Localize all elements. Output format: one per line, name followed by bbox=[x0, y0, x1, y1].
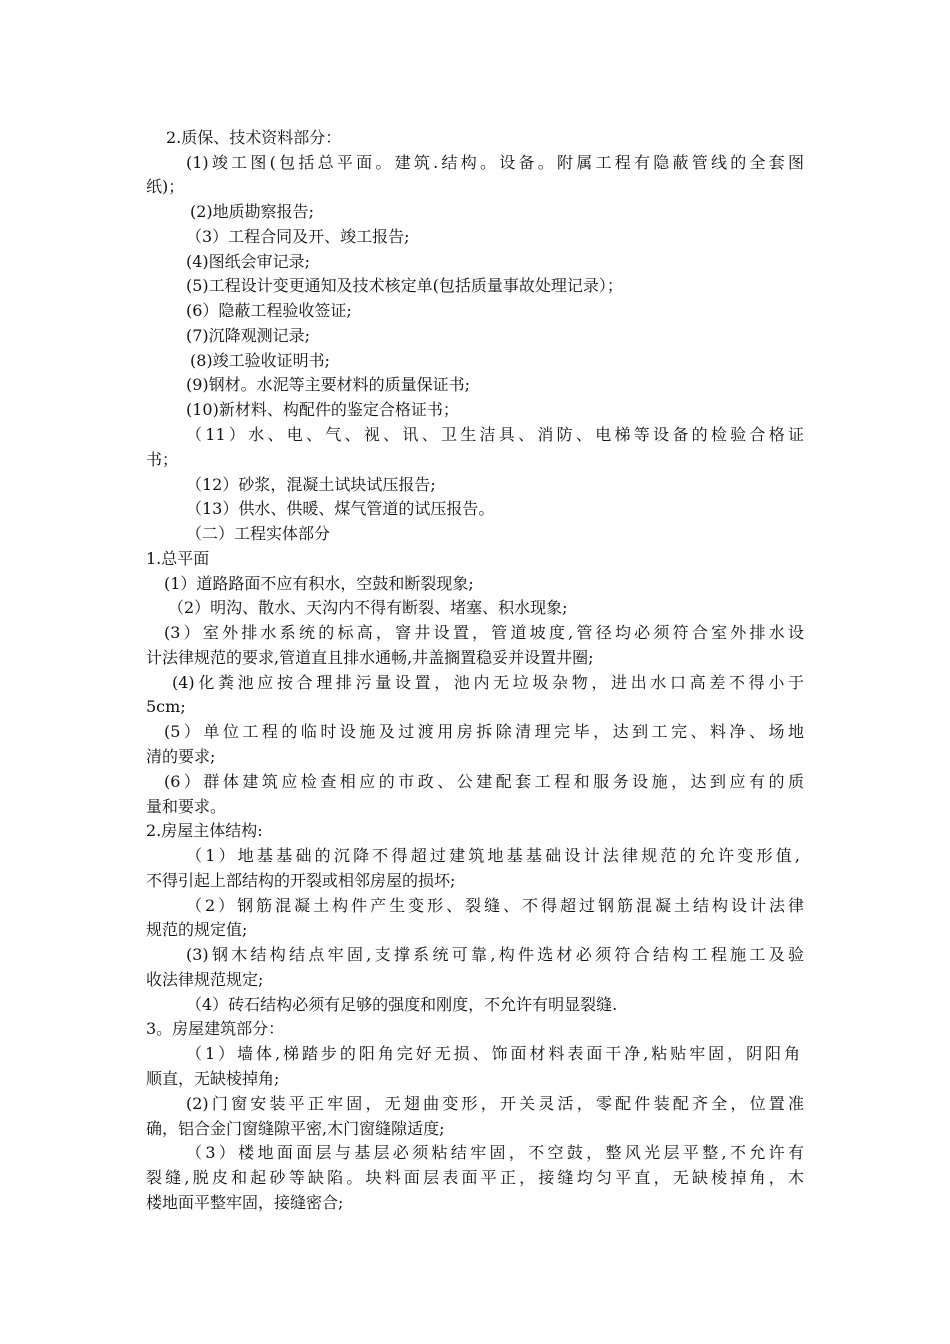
text-line: (1）道路路面不应有积水，空鼓和断裂现象; bbox=[164, 574, 474, 593]
text-line: （4）砖石结构必须有足够的强度和刚度，不允许有明显裂缝. bbox=[186, 995, 618, 1014]
text-line: 楼地面平整牢固，接缝密合; bbox=[146, 1193, 344, 1212]
text-line: (7)沉降观测记录; bbox=[186, 326, 311, 345]
text-line: (2)地质勘察报告; bbox=[190, 202, 315, 221]
text-line: （3）楼地面面层与基层必须粘结牢固，不空鼓，整风光层平整,不允许有 bbox=[186, 1143, 804, 1162]
text-line: 规范的规定值; bbox=[146, 920, 248, 939]
text-line: 纸)； bbox=[146, 177, 185, 196]
text-line: (5)工程设计变更通知及技术核定单(包括质量事故处理记录）； bbox=[186, 276, 623, 295]
text-line: 不得引起上部结构的开裂或相邻房屋的损坏; bbox=[146, 871, 456, 890]
text-line: 5cm; bbox=[146, 697, 186, 716]
text-line: (1)竣工图(包括总平面。建筑.结构。设备。附属工程有隐蔽管线的全套图 bbox=[186, 153, 804, 172]
text-line: 量和要求。 bbox=[146, 797, 227, 816]
text-line: (10)新材料、构配件的鉴定合格证书； bbox=[186, 400, 459, 419]
text-line: 计法律规范的要求,管道直且排水通畅,井盖搁置稳妥并设置井圈; bbox=[146, 648, 594, 667]
text-line: 2.房屋主体结构: bbox=[146, 821, 263, 840]
text-line: （12）砂浆，混凝土试块试压报告; bbox=[186, 475, 436, 494]
text-line: （3）工程合同及开、竣工报告; bbox=[186, 227, 410, 246]
text-line: (6）隐蔽工程验收签证; bbox=[186, 301, 352, 320]
text-line: 2.质保、技术资料部分： bbox=[166, 128, 342, 147]
text-line: 书； bbox=[146, 450, 179, 469]
text-line: (4)化粪池应按合理排污量设置，池内无垃圾杂物，进出水口高差不得小于 bbox=[172, 673, 804, 692]
text-line: 1.总平面 bbox=[146, 549, 210, 568]
text-line: (5）单位工程的临时设施及过渡用房拆除清理完毕，达到工完、料净、场地 bbox=[164, 722, 804, 741]
text-line: （1）墙体,梯踏步的阳角完好无损、饰面材料表面干净,粘贴牢固，阴阳角 bbox=[186, 1044, 800, 1063]
text-line: （13）供水、供暖、煤气管道的试压报告。 bbox=[186, 499, 495, 518]
text-line: 顺直，无缺棱掉角; bbox=[146, 1069, 280, 1088]
text-line: （2）明沟、散水、天沟内不得有断裂、堵塞、积水现象; bbox=[168, 598, 568, 617]
text-line: （11）水、电、气、视、讯、卫生洁具、消防、电梯等设备的检验合格证 bbox=[186, 425, 804, 444]
text-line: （二）工程实体部分 bbox=[186, 524, 331, 543]
text-line: （2）钢筋混凝土构件产生变形、裂缝、不得超过钢筋混凝土结构设计法律 bbox=[186, 896, 804, 915]
text-line: 裂缝,脱皮和起砂等缺陷。块料面层表面平正，接缝均匀平直，无缺棱掉角，木 bbox=[146, 1168, 804, 1187]
text-line: 3。房屋建筑部分： bbox=[146, 1019, 285, 1038]
text-line: (6）群体建筑应检查相应的市政、公建配套工程和服务设施，达到应有的质 bbox=[164, 772, 804, 791]
text-line: 收法律规范规定; bbox=[146, 970, 264, 989]
text-line: (8)竣工验收证明书; bbox=[190, 351, 331, 370]
text-line: (3）室外排水系统的标高，窨井设置，管道坡度,管径均必须符合室外排水设 bbox=[164, 623, 804, 642]
text-line: 确，铝合金门窗缝隙平密,木门窗缝隙适度; bbox=[146, 1119, 445, 1138]
text-line: (9)钢材。水泥等主要材料的质量保证书; bbox=[186, 375, 471, 394]
text-line: (2)门窗安装平正牢固，无翅曲变形，开关灵活，零配件装配齐全，位置准 bbox=[186, 1094, 804, 1113]
text-line: (4)图纸会审记录; bbox=[186, 252, 311, 271]
text-line: (3)钢木结构结点牢固,支撑系统可靠,构件选材必须符合结构工程施工及验 bbox=[186, 945, 804, 964]
text-line: 清的要求; bbox=[146, 747, 216, 766]
text-line: （1）地基基础的沉降不得超过建筑地基基础设计法律规范的允许变形值, bbox=[186, 846, 800, 865]
